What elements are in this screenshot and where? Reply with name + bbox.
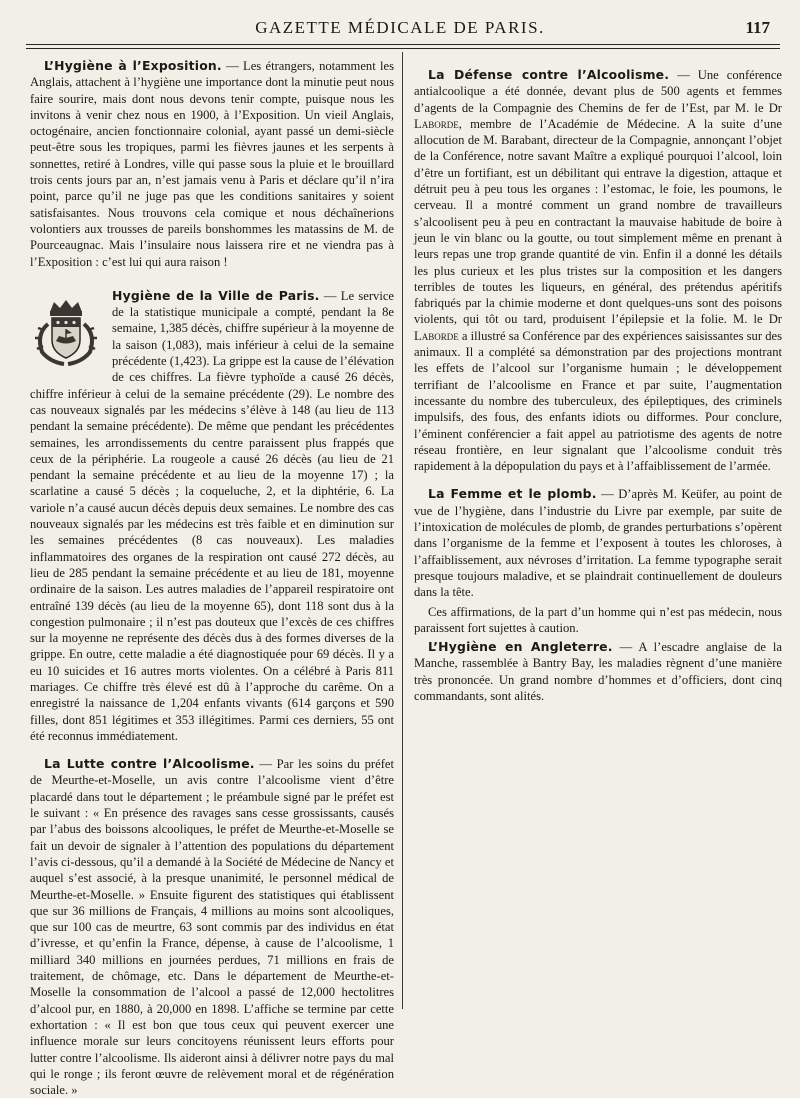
article-exposition xyxy=(30,58,394,270)
author-name: Laborde xyxy=(414,116,459,131)
journal-title: GAZETTE MÉDICALE DE PARIS. xyxy=(255,18,545,37)
article-lutte-alcoolisme xyxy=(30,756,394,1098)
paris-coat-of-arms-icon xyxy=(30,294,102,368)
article-body: — Les étrangers, notamment les Anglais, attachent à l’hygiène une importance dont la minutie peut nous faire sourire, mais dont nous devons tenir compte, puisque nous les invitons à venir chez nous en 1900, à l’Exposition. Un vieil Anglais, octogénaire, ancien fonctionnaire colonial, ayant passé un demi-siècle peut-être sous les tropiques, parmi les fièvres jaunes et les serpents à sonnettes, retiré à Londres, ville qui passe sous la pluie et le brouillard trois cents jours par an, n’est jamais venu à Paris et déclare qu’il n’ira point, parce qu’il ne juge pas que les conditions sanitaires y soient satisfaisantes. Nous trouvons cela comique et nous déchaînerions volontiers aux trousses de pareils bonshommes les matassins de M. de Pourceaugnac. Mais l’insulaire nous laissera rire et ne viendra pas à l’Exposition : c’est lui qui aura raison ! xyxy=(30,59,395,269)
article-heading: La Lutte contre l’Alcoolisme. xyxy=(44,756,255,772)
article-body: — Par les soins du préfet de Meurthe-et-Moselle, un avis contre l’alcoolisme vient d’être placardé dans tout le département ; le préambule signé par le préfet est le suivant : « En présence des ravages sans cesse grossissants, causés par l’abus des boissons alcooliques, le préfet de Meurthe-et-Moselle se fait un devoir de signaler à l’attention des populations du département l’avis ci-dessous, qu’il a demandé à la Société de Médecine de Nancy et auquel s’est associé, à la presque unanimité, le personnel médical de Meurthe-et-Moselle. » Ensuite figurent des statistiques qui établissent que sur 36 millions de Français, 4 millions au moins sont alcooliques, que sur 100 cas de meurtre, 63 sont commis par des individus en état d’ivresse, et qu’enfin la France, dépense, à cause de l’alcoolisme, 1 milliard 340 millions en journées perdues, 71 millions en frais de traitement, de chômage, etc. Dans le département de Meurthe-et-Moselle la consommation de l’alcool a passé de 12,000 hectolitres d’alcool pur, en 1880, à 20,000 en 1898. L’affiche se termine par cette exhortation : « Il est bon que tous ceux qui peuvent exercer une influence morale sur leurs concitoyens réunissent leurs efforts pour lutter contre l’alcoolisme. Ils aideront ainsi à délivrer notre pays du mal qui le ronge ; ils feront œuvre de relèvement moral et de régénération sociale. » xyxy=(30,757,394,1098)
article-heading: La Défense contre l’Alcoolisme. xyxy=(428,67,670,82)
left-column xyxy=(30,58,395,1098)
article-body: — A l’escadre anglaise de la Manche, rassemblée à Bantry Bay, les maladies règnent d’une manière très prononcée. Un grand nombre d’hommes et d’officiers, dont cinq commandants, sont alités. xyxy=(414,640,782,703)
article-body: — Le service de la statistique municipale a compté, pendant la 8e semaine, 1,385 décès, chiffre supérieur à la moyenne de la saison (1,083), mais inférieur à celui de la semaine précédente (1,423). La grippe est la cause de l’élévation de ces chiffres. La fièvre typhoïde a causé 26 décès, chiffre inférieur à celui de la semaine précédente (29). Le nombre des cas nouveaux signalés par les médecins s’élève à 148 (au lieu de 113 pendant la semaine précédente). De même que pendant les précédentes semaines, les arrondissements du centre paraissent plus frappés que ceux de la périphérie. La rougeole a causé 26 décès (au lieu de 21 pendant la semaine précédente et au lieu de la moyenne 17) ; la scarlatine a causé 5 décès ; la coqueluche, 2, et la diphtérie, 6. La variole n’a causé aucun décès depuis deux semaines. Le nombre des cas nouveaux signalés par les médecins est très faible et en diminution sur les semaines précédentes (8 cas nouveaux). Les maladies inflammatoires des organes de la respiration ont causé 272 décès, au lieu de 285 pendant la semaine précédente et au lieu de 181, moyenne ordinaire de la saison. Les autres maladies de l’appareil respiratoire ont entraîné 139 décès (au lieu de la moyenne 65), dont 118 sont dus à la congestion pulmonaire ; il n’est pas douteux que l’excès de ces chiffres sur la moyenne ne représente des décès dus à des formes diverses de la grippe. En outre, cette maladie a été diagnostiquée pour 69 décès. Il y a eu 10 suicides et 16 autres morts violentes. On a célébré à Paris 811 mariages. Ce chiffre très élevé est dû à l’approche du carême. On a enregistré la naissance de 1,204 enfants vivants (614 garçons et 590 filles, dont 851 légitimes et 353 illégitimes. Parmi ces derniers, 55 ont été reconnus immédiatement. xyxy=(30,288,395,743)
article-body: , membre de l’Académie de Médecine. A la suite d’une allocution de M. Barabant, directeur de la Compagnie, annonçant l’objet de la Conférence, notre savant Maître a expliqué pourquoi l’alcool, loin d’être un fortifiant, est un débilitant qui entrave la digestion, attaque et détruit peu à peu tous les organes : l’estomac, le foie, les poumons, le cerveau. Il a montré comment un grand nombre de travailleurs s’alcoolisent peu à peu en contractant la mauvaise habitude de boire à jeun le vin blanc ou la goutte, ou tout simplement même en prenant à leurs repas une trop grande quantité de vin. Enfin il a donné les détails les plus curieux et les plus tristes sur la composition et les dangers terribles de toutes les liqueurs, en général, des prétendus apéritifs fabriqués par la chimie moderne et dont quelques-uns sont des poisons violents, qui tôt ou tard, produisent l’épilepsie et la folie. M. le Dr xyxy=(414,116,782,327)
article-heading: La Femme et le plomb. xyxy=(428,486,597,502)
article-body: — Une conférence antialcoolique a été donnée, devant plus de 500 agents et femmes d’agents de la Compagnie des Chemins de fer de l’Est, par M. le Dr xyxy=(414,68,782,115)
article-heading: Hygiène de la Ville de Paris. xyxy=(112,287,320,303)
page-header xyxy=(24,14,776,44)
article-heading: L’Hygiène en Angleterre. xyxy=(428,639,613,655)
right-column xyxy=(414,58,782,1013)
article-femme-plomb-comment: Ces affirmations, de la part d’un homme qui n’est pas médecin, nous paraissent fort sujettes à caution. xyxy=(414,604,782,635)
article-defense-alcoolisme xyxy=(414,67,782,474)
article-ville-paris xyxy=(30,288,394,744)
author-name: Laborde xyxy=(414,328,459,343)
header-rule xyxy=(26,44,780,45)
article-angleterre xyxy=(414,639,782,704)
article-body: a illustré sa Conférence par des expériences saisissantes sur des animaux. Il a complété sa démonstration par des projections montrant les effets de l’alcool sur l’organisme humain ; le développement terrifiant de l’alcoolisme en France et par suite, l’augmentation incessante du nombre des tuberculeux, des épileptiques, des criminels impulsifs, des fous, des enfants idiots ou difformes. Pour conclure, l’éminent conférencier a fait appel au patriotisme des agents de notre réseau frontière, en leur signalant que l’alcoolisme conduit très rapidement à la dépopulation du pays et à l’affaiblissement de l’armée. xyxy=(414,328,782,474)
column-separator xyxy=(402,52,403,1009)
page-number: 117 xyxy=(745,18,770,37)
article-body: — D’après M. Keüfer, au point de vue de l’hygiène, dans l’industrie du Livre par exemple, par suite de l’intoxication de molécules de plomb, de grandes perturbations s’opèrent dans l’organisme de la femme et l’exposent à toutes les chloroses, à l’affaiblissement, aux névroses d’irritation. La femme typographe serait presque toujours maladive, et se plaindrait continuellement de douleurs dans la tête. xyxy=(414,487,782,600)
header-rule-thin xyxy=(26,48,780,49)
article-heading: L’Hygiène à l’Exposition. xyxy=(44,58,222,73)
article-femme-plomb xyxy=(414,486,782,600)
